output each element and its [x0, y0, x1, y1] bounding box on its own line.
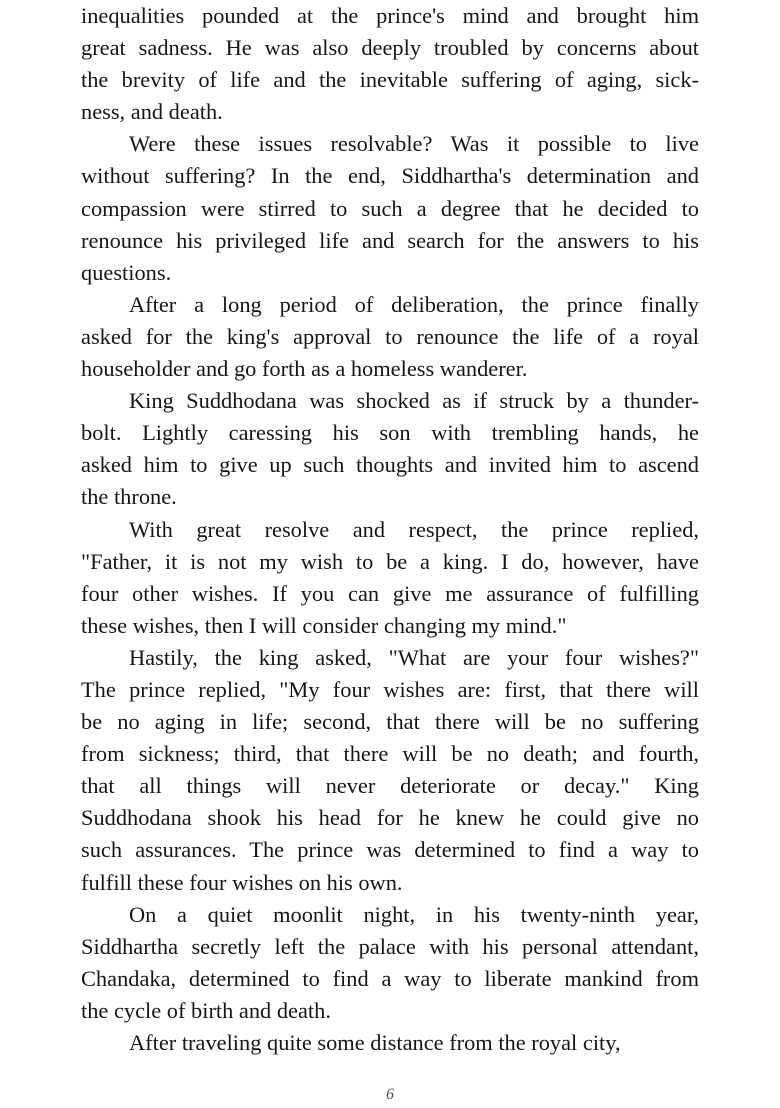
- text-line: the cycle of birth and death.: [81, 997, 331, 1023]
- text-line: compassion were stirred to such a degree that he decided to: [81, 195, 699, 221]
- text-line: "Father, it is not my wish to be a king. I do, however, have: [81, 548, 699, 574]
- text-line: Were these issues resolvable? Was it possible to live: [129, 131, 699, 157]
- paragraph: [81, 514, 699, 642]
- paragraph: [81, 642, 699, 899]
- text-line: asked him to give up such thoughts and invited him to ascend: [81, 452, 699, 478]
- paragraph: [81, 0, 699, 128]
- text-line: fulfill these four wishes on his own.: [81, 869, 403, 895]
- text-line: With great resolve and respect, the prince replied,: [129, 516, 699, 542]
- text-line: the brevity of life and the inevitable suffering of aging, sick-: [81, 67, 699, 93]
- paragraph: [81, 128, 699, 288]
- text-line: Chandaka, determined to find a way to liberate mankind from: [81, 965, 699, 991]
- text-line: such assurances. The prince was determined to find a way to: [81, 837, 699, 863]
- text-line: asked for the king's approval to renounce the life of a royal: [81, 323, 699, 349]
- text-line: ness, and death.: [81, 99, 223, 125]
- text-line: four other wishes. If you can give me assurance of fulfilling: [81, 580, 699, 606]
- page-number: 6: [386, 1086, 394, 1103]
- text-line: After a long period of deliberation, the prince finally: [129, 291, 699, 317]
- text-line: great sadness. He was also deeply troubled by concerns about: [81, 35, 699, 61]
- text-line: be no aging in life; second, that there will be no suffering: [81, 709, 699, 735]
- text-line: householder and go forth as a homeless wanderer.: [81, 356, 528, 382]
- text-line: After traveling quite some distance from the royal city,: [129, 1030, 621, 1055]
- text-line: Siddhartha secretly left the palace with his personal attendant,: [81, 933, 699, 959]
- text-line: On a quiet moonlit night, in his twenty-ninth year,: [129, 901, 699, 927]
- text-line: King Suddhodana was shocked as if struck by a thunder-: [129, 388, 699, 414]
- text-line: Suddhodana shook his head for he knew he could give no: [81, 805, 699, 831]
- text-line: bolt. Lightly caressing his son with trembling hands, he: [81, 420, 699, 446]
- paragraph: [81, 289, 699, 385]
- text-line: that all things will never deteriorate or decay." King: [81, 773, 699, 799]
- text-line: renounce his privileged life and search for the answers to his: [81, 227, 699, 253]
- paragraph: [81, 899, 699, 1027]
- paragraph: [81, 1027, 699, 1059]
- text-line: inequalities pounded at the prince's mind and brought him: [81, 3, 699, 28]
- text-line: the throne.: [81, 484, 177, 510]
- text-line: from sickness; third, that there will be no death; and fourth,: [81, 741, 699, 767]
- text-line: Hastily, the king asked, "What are your four wishes?": [129, 644, 699, 670]
- text-line: The prince replied, "My four wishes are: first, that there will: [81, 676, 699, 702]
- paragraph: [81, 385, 699, 513]
- page-body: [81, 0, 699, 1059]
- text-line: questions.: [81, 259, 172, 285]
- text-line: these wishes, then I will consider changing my mind.": [81, 612, 567, 638]
- text-line: without suffering? In the end, Siddhartha's determination and: [81, 163, 699, 189]
